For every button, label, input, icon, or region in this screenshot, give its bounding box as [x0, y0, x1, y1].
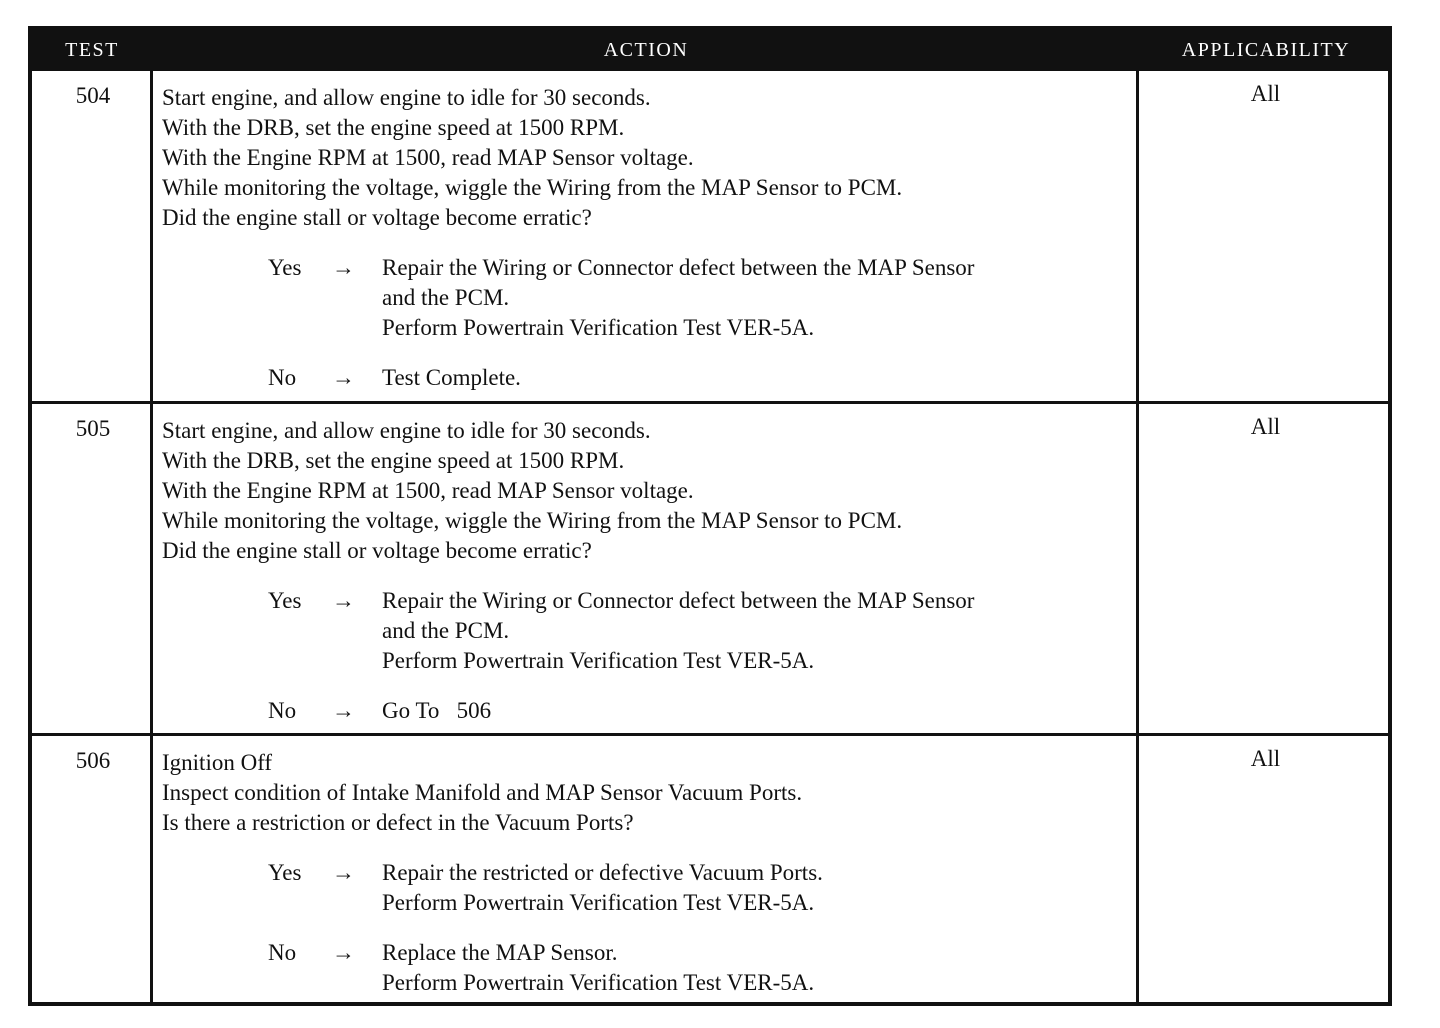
yes-result: Repair the Wiring or Connector defect between the MAP Sensor: [382, 588, 975, 613]
action-cell: [162, 416, 1132, 726]
yes-result: and the PCM.: [382, 285, 510, 310]
applicability-value: All: [1250, 81, 1281, 106]
action-step: Inspect condition of Intake Manifold and MAP Sensor Vacuum Ports.: [162, 780, 803, 805]
test-row-504: [32, 71, 1388, 401]
arrow-icon: →: [332, 588, 355, 613]
yes-branch: [162, 586, 1132, 676]
action-step: Start engine, and allow engine to idle for 30 seconds.: [162, 85, 651, 110]
action-step: With the DRB, set the engine speed at 1500 RPM.: [162, 115, 625, 140]
applicability-value: All: [1250, 414, 1281, 439]
yes-label: Yes: [268, 860, 302, 885]
test-number: 506: [75, 748, 111, 773]
test-number: 504: [75, 83, 111, 108]
no-branch: [162, 363, 1132, 393]
arrow-icon: →: [332, 255, 355, 280]
action-step: Did the engine stall or voltage become erratic?: [162, 538, 592, 563]
action-step: While monitoring the voltage, wiggle the Wiring from the MAP Sensor to PCM.: [162, 508, 903, 533]
action-step: Is there a restriction or defect in the Vacuum Ports?: [162, 810, 634, 835]
action-cell: [162, 83, 1132, 393]
arrow-icon: →: [332, 365, 355, 390]
yes-result: and the PCM.: [382, 618, 510, 643]
yes-result: Repair the restricted or defective Vacuum Ports.: [382, 860, 823, 885]
no-result: Perform Powertrain Verification Test VER-5A.: [382, 970, 815, 995]
yes-result: Repair the Wiring or Connector defect between the MAP Sensor: [382, 255, 975, 280]
yes-result: Perform Powertrain Verification Test VER-5A.: [382, 648, 815, 673]
no-result: Replace the MAP Sensor.: [382, 940, 618, 965]
action-cell: [162, 748, 1132, 998]
no-label: No: [268, 365, 297, 390]
no-label: No: [268, 698, 297, 723]
no-label: No: [268, 940, 297, 965]
action-step: Start engine, and allow engine to idle for 30 seconds.: [162, 418, 651, 443]
yes-branch: [162, 858, 1132, 918]
header-test: TEST: [65, 39, 119, 61]
action-step: With the Engine RPM at 1500, read MAP Sensor voltage.: [162, 478, 694, 503]
no-branch: [162, 938, 1132, 998]
arrow-icon: →: [332, 698, 355, 723]
applicability-value: All: [1250, 746, 1281, 771]
yes-label: Yes: [268, 588, 302, 613]
test-row-505: [32, 404, 1388, 733]
test-row-506: [32, 736, 1388, 1002]
no-result: Test Complete.: [382, 365, 521, 390]
action-step: With the Engine RPM at 1500, read MAP Sensor voltage.: [162, 145, 694, 170]
arrow-icon: →: [332, 940, 355, 965]
yes-branch: [162, 253, 1132, 343]
yes-result: Perform Powertrain Verification Test VER-5A.: [382, 890, 815, 915]
no-result: Go To 506: [382, 698, 492, 723]
yes-label: Yes: [268, 255, 302, 280]
action-step: Did the engine stall or voltage become erratic?: [162, 205, 592, 230]
header-action: ACTION: [603, 39, 689, 61]
table-header: [32, 30, 1388, 71]
diagnostic-test-table: [28, 26, 1392, 1006]
action-step: While monitoring the voltage, wiggle the Wiring from the MAP Sensor to PCM.: [162, 175, 903, 200]
action-step: Ignition Off: [162, 750, 273, 775]
no-branch: [162, 696, 1132, 726]
test-number: 505: [75, 416, 111, 441]
arrow-icon: →: [332, 860, 355, 885]
action-step: With the DRB, set the engine speed at 1500 RPM.: [162, 448, 625, 473]
header-applicability: APPLICABILITY: [1181, 39, 1351, 61]
yes-result: Perform Powertrain Verification Test VER-5A.: [382, 315, 815, 340]
